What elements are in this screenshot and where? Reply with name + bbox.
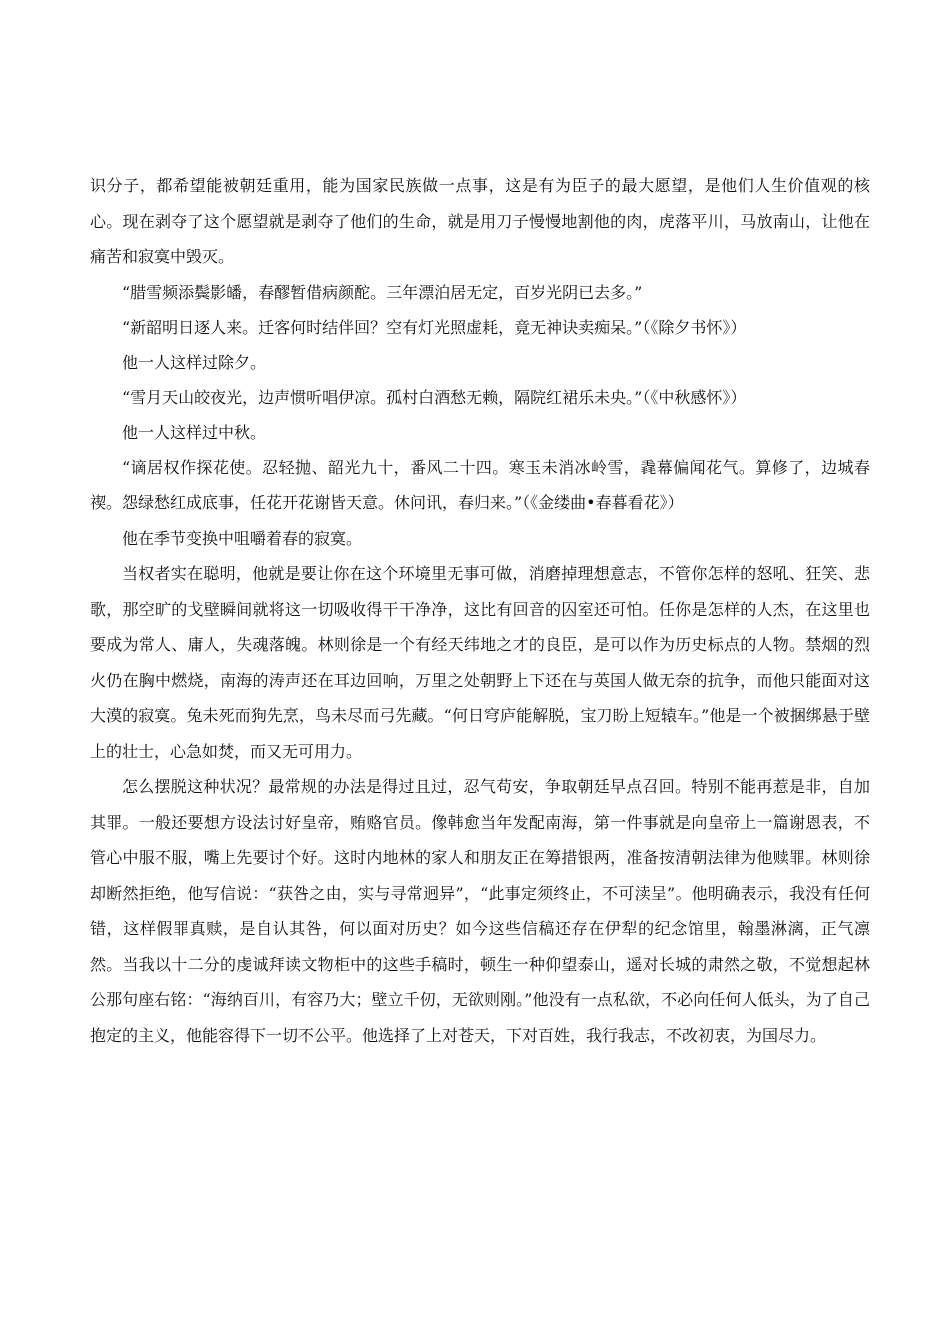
- paragraph-spring: 他在季节变换中咀嚼着春的寂寞。: [122, 528, 363, 548]
- paragraph-1: 识分子，都希望能被朝廷重用，能为国家民族做一点事，这是有为臣子的最大愿望，是他们人生价值观的核心。现在剥夺了这个愿望就是剥夺了他们的生命，就是用刀子慢慢地割他的肉，虎落平川，马放南山，让他在痛苦和寂寞中毁灭。: [90, 176, 870, 266]
- paragraph-escape: 怎么摆脱这种状况？最常规的办法是得过且过，忍气苟安，争取朝廷早点召回。特别不能再惹是非，自加其罪。一般还要想方设法讨好皇帝，贿赂官员。像韩愈当年发配南海，第一件事就是向皇帝上一篇谢恩表，不管心中服不服，嘴上先要讨个好。这时内地林的家人和朋友正在筹措银两，准备按清朝法律为他赎罪。林则徐却断然拒绝，他写信说：“获咎之由，实与寻常迥异”，“此事定须终止，不可渎呈”。他明确表示，我没有任何错，这样假罪真赎，是自认其咎，何以面对历史？如今这些信稿还存在伊犁的纪念馆里，翰墨淋漓，正气凛然。当我以十二分的虔诚拜读文物柜中的这些手稿时，顿生一种仰望泰山，遥对长城的肃然之敬，不觉想起林公那句座右铭：“海纳百川，有容乃大；壁立千仞，无欲则刚。”他没有一点私欲，不必向任何人低头，为了自己抱定的主义，他能容得下一切不公平。他选择了上对苍天，下对百姓，我行我志，不改初衷，为国尽力。: [90, 777, 870, 1045]
- poem-spring: “谪居权作探花使。忍轻抛、韶光九十，番风二十四。寒玉未消冰岭雪，毳幕偏闻花气。算修了，边城春禊。怨绿愁红成底事，任花开花谢皆天意。休问讯，春归来。”（《金缕曲•春暮看花》）: [90, 457, 870, 512]
- paragraph-authorities: 当权者实在聪明，他就是要让你在这个环境里无事可做，消磨掉理想意志，不管你怎样的怒吼、狂笑、悲歌，那空旷的戈壁瞬间就将这一切吸收得干干净净，这比有回音的囚室还可怕。任你是怎样的人杰，在这里也要成为常人、庸人，失魂落魄。林则徐是一个有经天纬地之才的良臣，是可以作为历史标点的人物。禁烟的烈火仍在胸中燃烧，南海的涛声还在耳边回响，万里之处朝野上下还在与英国人做无奈的抗争，而他只能面对这大漠的寂寞。兔未死而狗先烹，鸟未尽而弓先藏。“何日穹庐能解脱，宝刀盼上短辕车。”他是一个被捆绑悬于壁上的壮士，心急如焚，而又无可用力。: [90, 564, 870, 761]
- poem-mid-autumn: “雪月天山皎夜光，边声惯听唱伊凉。孤村白酒愁无赖，隔院红裙乐未央。”（《中秋感怀》）: [122, 387, 747, 407]
- paragraph-mid-autumn: 他一人这样过中秋。: [122, 422, 267, 442]
- poem-line-1: “腊雪频添鬓影皤，春醪暂借病颜酡。三年漂泊居无定，百岁光阴已去多。”: [122, 282, 643, 302]
- poem-line-2: “新韶明日逐人来。迁客何时结伴回？空有灯光照虚耗，竟无神诀卖痴呆。”（《除夕书怀》）: [122, 317, 747, 337]
- document-page: [90, 168, 870, 1053]
- paragraph-new-year: 他一人这样过除夕。: [122, 352, 267, 372]
